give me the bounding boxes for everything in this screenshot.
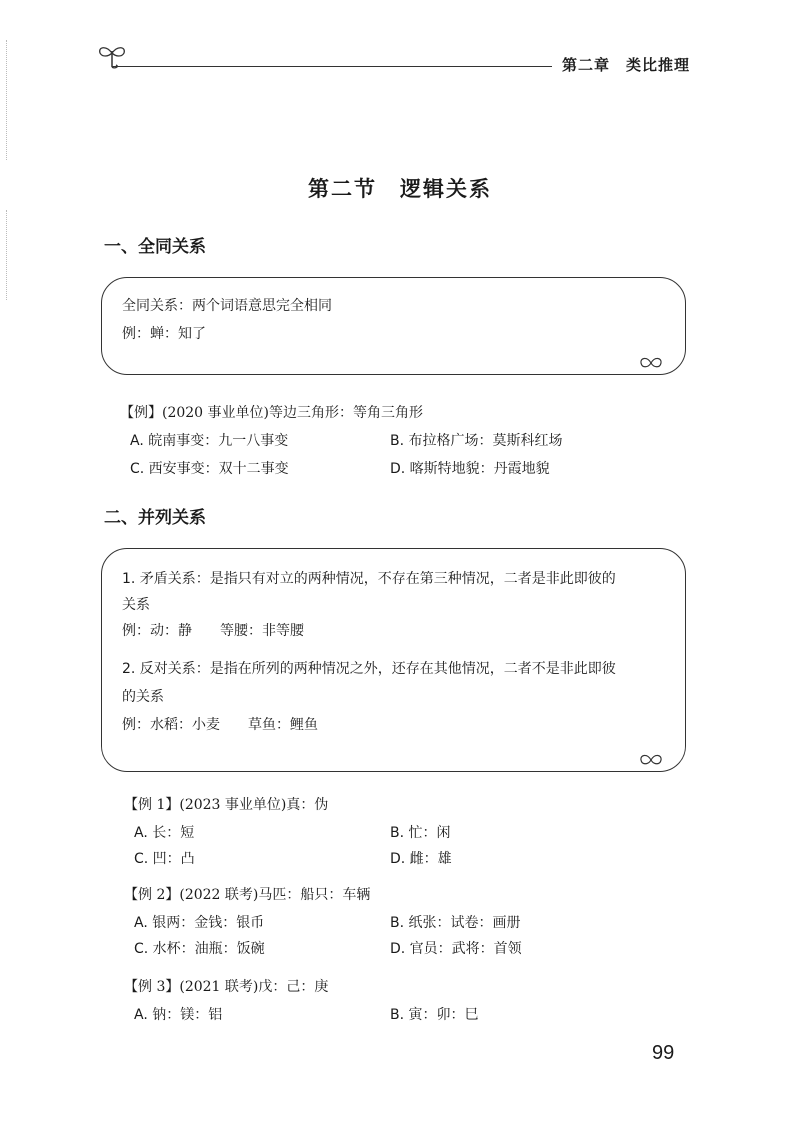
definition-example: 例：水稻：小麦 草鱼：鲤鱼 bbox=[122, 717, 318, 733]
option-c: C. 西安事变：双十二事变 bbox=[130, 461, 289, 477]
option-a: A. 长：短 bbox=[134, 825, 195, 841]
option-a: A. 皖南事变：九一八事变 bbox=[130, 433, 289, 449]
definition-text: 的关系 bbox=[122, 689, 164, 705]
definition-example: 例：动：静 等腰：非等腰 bbox=[122, 623, 304, 639]
option-d: D. 喀斯特地貌：丹霞地貌 bbox=[390, 461, 550, 477]
example-stem: 【例 3】(2021 联考)戊：己：庚 bbox=[124, 979, 329, 995]
header-rule bbox=[112, 66, 552, 67]
option-c: C. 凹：凸 bbox=[134, 851, 195, 867]
margin-mark bbox=[6, 210, 9, 300]
option-a: A. 钠：镁：铝 bbox=[134, 1007, 223, 1023]
example-stem: 【例】(2020 事业单位)等边三角形：等角三角形 bbox=[120, 405, 424, 421]
definition-text: 关系 bbox=[122, 597, 150, 613]
option-b: B. 纸张：试卷：画册 bbox=[390, 915, 521, 931]
definition-box bbox=[101, 277, 686, 375]
example-stem: 【例 1】(2023 事业单位)真：伪 bbox=[124, 797, 329, 813]
option-d: D. 雌：雄 bbox=[390, 851, 452, 867]
definition-example: 例：蝉：知了 bbox=[122, 326, 206, 342]
example-stem: 【例 2】(2022 联考)马匹：船只：车辆 bbox=[124, 887, 371, 903]
option-c: C. 水杯：油瓶：饭碗 bbox=[134, 941, 265, 957]
definition-text: 全同关系：两个词语意思完全相同 bbox=[122, 298, 332, 314]
leaf-icon bbox=[639, 753, 663, 767]
margin-mark bbox=[6, 40, 9, 160]
heading-identity-relation: 一、全同关系 bbox=[104, 237, 206, 257]
heading-parallel-relation: 二、并列关系 bbox=[104, 508, 206, 528]
chapter-header: 第二章 类比推理 bbox=[562, 56, 691, 74]
definition-text: 1. 矛盾关系：是指只有对立的两种情况，不存在第三种情况，二者是非此即彼的 bbox=[122, 571, 616, 587]
leaf-icon bbox=[639, 356, 663, 370]
definition-box bbox=[101, 548, 686, 772]
option-b: B. 布拉格广场：莫斯科红场 bbox=[390, 433, 563, 449]
option-b: B. 忙：闲 bbox=[390, 825, 451, 841]
option-a: A. 银两：金钱：银币 bbox=[134, 915, 265, 931]
option-b: B. 寅：卯：巳 bbox=[390, 1007, 479, 1023]
section-title: 第二节 逻辑关系 bbox=[308, 177, 492, 201]
definition-text: 2. 反对关系：是指在所列的两种情况之外，还存在其他情况，二者不是非此即彼 bbox=[122, 661, 616, 677]
page-number: 99 bbox=[652, 1042, 675, 1064]
option-d: D. 官员：武将：首领 bbox=[390, 941, 522, 957]
